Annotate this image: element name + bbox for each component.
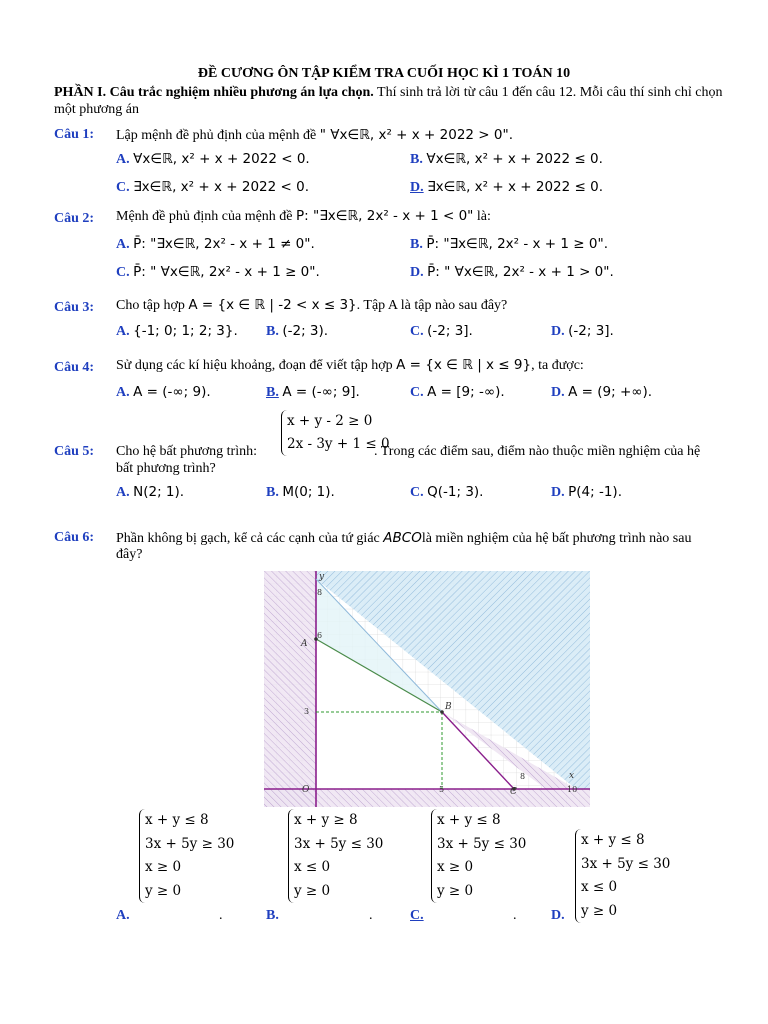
option-a-math: N(2; 1). [133, 484, 185, 500]
option-b-label: B. [266, 324, 279, 339]
question-6-math: ABCO [383, 530, 422, 546]
option-a-label: A. [116, 237, 130, 252]
question-2-option-b[interactable] [410, 236, 608, 253]
option-a-label: A. [116, 385, 130, 400]
question-6-system-d [575, 829, 670, 923]
option-a-math: P̄: "∃x∈ℝ, 2x² - x + 1 ≠ 0". [133, 236, 315, 252]
question-5-suffix: . Trong các điểm sau, điểm nào thuộc miền nghiệm của hệ [374, 444, 701, 459]
system-line: x + y ≥ 8 [294, 812, 358, 828]
question-2-option-a[interactable] [116, 236, 315, 253]
option-d-label: D. [410, 180, 424, 195]
system-line: 3x + 5y ≤ 30 [437, 835, 527, 852]
option-a-math: A = (-∞; 9). [133, 384, 211, 400]
option-a-math: {-1; 0; 1; 2; 3}. [133, 323, 238, 339]
option-b-math: (-2; 3). [282, 323, 329, 339]
option-c-math: A = [9; -∞). [427, 384, 505, 400]
option-d-math: P̄: " ∀x∈ℝ, 2x² - x + 1 > 0". [427, 264, 614, 280]
question-1-option-c[interactable] [116, 179, 309, 196]
question-1-option-a[interactable] [116, 151, 310, 168]
y-tick-3: 3 [304, 707, 310, 716]
option-b-label: B. [410, 152, 423, 167]
option-c-period: . [513, 908, 517, 923]
part-heading: PHẦN I. Câu trắc nghiệm nhiều phương án lựa chọn. [54, 85, 374, 100]
question-2-number: Câu 2: [54, 211, 95, 226]
question-5-option-c[interactable] [410, 484, 483, 501]
option-c-label: C. [116, 265, 130, 280]
question-4-text [116, 357, 584, 374]
question-3-option-d[interactable] [551, 323, 614, 340]
question-3-option-b[interactable] [266, 323, 328, 340]
option-c-math: (-2; 3]. [427, 323, 473, 339]
option-b-label: B. [266, 485, 279, 500]
system-line: 2x - 3y + 1 ≤ 0 [287, 436, 390, 452]
y-tick-6: 6 [317, 631, 323, 640]
question-3-prompt: Cho tập hợp [116, 298, 185, 313]
question-1-option-b[interactable] [410, 151, 603, 168]
system-line: 3x + 5y ≤ 30 [294, 835, 384, 852]
point-b [440, 710, 444, 714]
option-b-period: . [369, 908, 373, 923]
system-line: 3x + 5y ≥ 30 [145, 835, 235, 852]
option-b-math: ∀x∈ℝ, x² + x + 2022 ≤ 0. [426, 151, 603, 167]
question-6-option-c[interactable] [410, 908, 424, 924]
option-a-label: A. [116, 485, 130, 500]
question-6-suffix: là miền nghiệm của hệ bất phương trình nào sau [421, 531, 692, 546]
option-d-math: P(4; -1). [568, 484, 622, 500]
option-a-label: A. [116, 152, 130, 167]
question-3-math: A = {x ∈ ℝ | -2 < x ≤ 3} [188, 297, 357, 313]
x-axis-label: x [569, 771, 575, 781]
document-title: ĐỀ CƯƠNG ÔN TẬP KIỂM TRA CUỐI HỌC KÌ 1 TOÁN 10 [197, 66, 571, 81]
question-3-suffix: . Tập A là tập nào sau đây? [356, 298, 508, 313]
x-tick-5: 5 [439, 785, 445, 794]
question-6-text [116, 530, 691, 547]
system-line: 3x + 5y ≤ 30 [581, 855, 671, 872]
system-line: x + y ≤ 8 [437, 812, 501, 828]
question-1-prompt: Lập mệnh đề phủ định của mệnh đề [116, 128, 317, 143]
origin-label: O [302, 785, 310, 795]
system-line: y ≥ 0 [294, 882, 331, 899]
option-b-label: B. [266, 385, 279, 400]
point-c-label: C [510, 787, 517, 797]
option-d-math: A = (9; +∞). [568, 384, 653, 400]
option-b-math: A = (-∞; 9]. [282, 384, 360, 400]
system-line: y ≥ 0 [581, 902, 618, 919]
question-6-option-a[interactable] [116, 908, 130, 924]
option-a-math: ∀x∈ℝ, x² + x + 2022 < 0. [133, 151, 310, 167]
question-6-system-b [288, 809, 383, 903]
system-line: x ≤ 0 [294, 859, 331, 875]
question-5-option-b[interactable] [266, 484, 335, 501]
system-line: x ≤ 0 [581, 879, 618, 895]
question-1-math: " ∀x∈ℝ, x² + x + 2022 > 0". [319, 127, 513, 143]
question-4-suffix: , ta được: [531, 358, 584, 373]
question-6-number: Câu 6: [54, 530, 95, 545]
question-2-suffix: là: [476, 209, 491, 224]
question-4-number: Câu 4: [54, 360, 95, 375]
option-d-label: D. [551, 385, 565, 400]
y-tick-8: 8 [317, 588, 323, 597]
option-b-math: M(0; 1). [282, 484, 335, 500]
option-d-math: ∃x∈ℝ, x² + x + 2022 ≤ 0. [427, 179, 603, 195]
question-4-option-c[interactable] [410, 384, 505, 401]
question-2-option-d[interactable] [410, 264, 614, 281]
question-4-prompt: Sử dụng các kí hiệu khoảng, đoạn để viết tập hợp [116, 358, 393, 373]
question-5-number: Câu 5: [54, 444, 95, 459]
option-b-label: B. [266, 908, 279, 923]
question-2-text [116, 208, 491, 225]
point-b-label: B [445, 702, 452, 712]
system-line: x ≥ 0 [145, 859, 182, 875]
option-c-label: C. [410, 908, 424, 923]
question-3-text [116, 297, 507, 314]
system-line: x + y ≤ 8 [145, 812, 209, 828]
option-a-label: A. [116, 908, 130, 923]
hatched-region-left [264, 571, 316, 807]
point-a-label: A [301, 639, 308, 649]
question-1-number: Câu 1: [54, 127, 95, 142]
option-d-label: D. [551, 485, 565, 500]
part-description: Thí sinh trả lời từ câu 1 đến câu 12. Mỗi câu thí sinh chỉ chọn một phương án [54, 85, 723, 117]
option-d-label: D. [410, 265, 424, 280]
system-line: y ≥ 0 [437, 882, 474, 899]
question-5-prompt: Cho hệ bất phương trình: [116, 444, 257, 459]
option-c-math: Q(-1; 3). [427, 484, 484, 500]
system-line: x + y ≤ 8 [581, 832, 645, 848]
feasible-region-graph [264, 571, 590, 807]
system-line: x + y - 2 ≥ 0 [287, 413, 373, 429]
question-6-option-d[interactable] [551, 908, 565, 924]
question-3-number: Câu 3: [54, 300, 95, 315]
option-c-math: ∃x∈ℝ, x² + x + 2022 < 0. [133, 179, 309, 195]
option-d-math: (-2; 3]. [568, 323, 614, 339]
option-c-label: C. [410, 385, 424, 400]
x-tick-8: 8 [520, 772, 526, 781]
question-6-option-b[interactable] [266, 908, 279, 924]
option-a-period: . [219, 908, 223, 923]
part-instructions [54, 84, 744, 118]
question-4-option-d[interactable] [551, 384, 652, 401]
option-d-label: D. [551, 908, 565, 923]
question-6-prompt: Phần không bị gạch, kể cả các cạnh của tứ giác [116, 531, 380, 546]
option-c-math: P̄: " ∀x∈ℝ, 2x² - x + 1 ≥ 0". [133, 264, 320, 280]
question-2-option-c[interactable] [116, 264, 320, 281]
option-c-label: C. [410, 485, 424, 500]
question-2-prompt: Mệnh đề phủ định của mệnh đề [116, 209, 293, 224]
question-6-system-a [139, 809, 234, 903]
option-b-label: B. [410, 237, 423, 252]
question-4-option-b[interactable] [266, 384, 360, 401]
option-c-label: C. [410, 324, 424, 339]
question-2-math: P: "∃x∈ℝ, 2x² - x + 1 < 0" [296, 208, 474, 224]
question-1-option-d[interactable] [410, 179, 603, 196]
hatched-region-bottom [264, 789, 590, 807]
system-line: x ≥ 0 [437, 859, 474, 875]
question-3-option-a[interactable] [116, 323, 238, 340]
question-5-option-d[interactable] [551, 484, 622, 501]
question-4-math: A = {x ∈ ℝ | x ≤ 9} [396, 357, 532, 373]
option-c-label: C. [116, 180, 130, 195]
question-6-system-c [431, 809, 526, 903]
option-d-label: D. [551, 324, 565, 339]
question-5-line2: bất phương trình? [116, 461, 216, 476]
option-b-math: P̄: "∃x∈ℝ, 2x² - x + 1 ≥ 0". [426, 236, 608, 252]
question-5-option-a[interactable] [116, 484, 184, 501]
y-axis-label: y [319, 572, 325, 582]
question-4-option-a[interactable] [116, 384, 211, 401]
question-3-option-c[interactable] [410, 323, 473, 340]
question-1-text [116, 127, 513, 144]
system-line: y ≥ 0 [145, 882, 182, 899]
x-tick-10: 10 [567, 785, 578, 794]
option-a-label: A. [116, 324, 130, 339]
question-6-line2: đây? [116, 547, 143, 562]
